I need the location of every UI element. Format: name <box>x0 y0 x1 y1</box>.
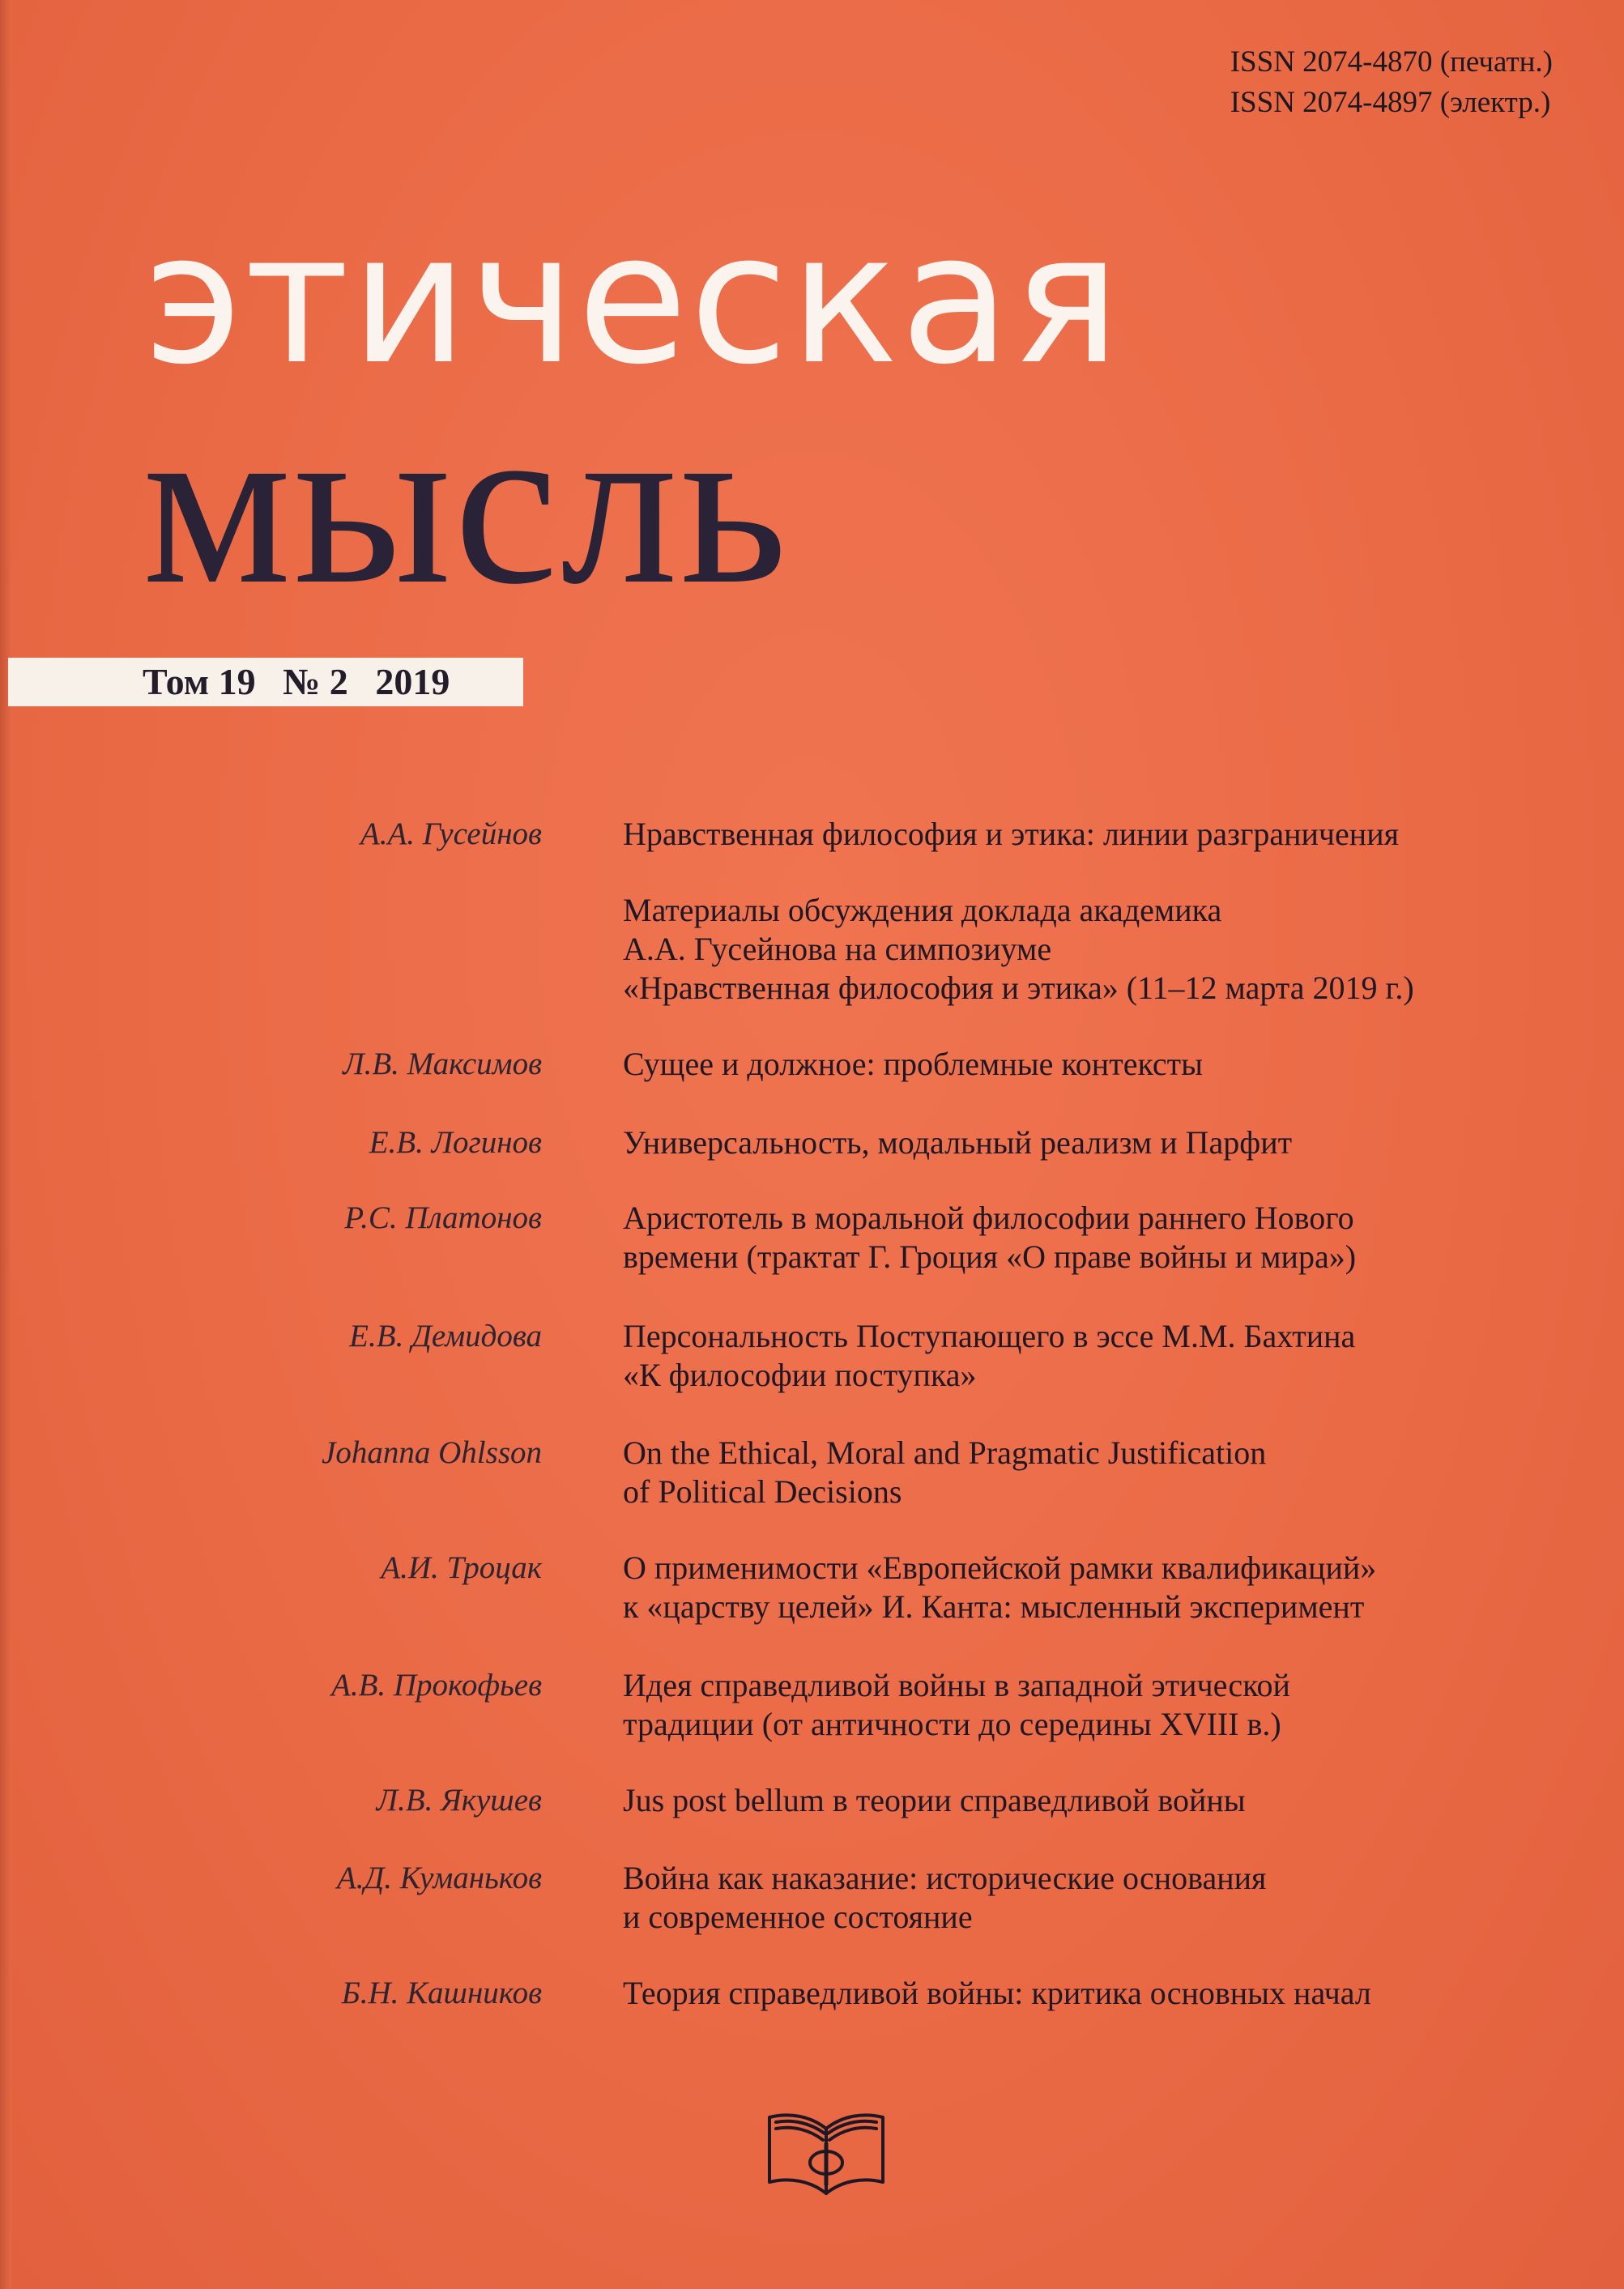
toc-article-line: традиции (от античности до середины XVIII в.) <box>623 1706 1281 1742</box>
toc-article-line: Материалы обсуждения доклада академика <box>623 892 1222 928</box>
toc-article-title <box>623 815 1595 854</box>
issn-electronic: ISSN 2074-4897 (электр.) <box>1230 86 1551 119</box>
toc-author: Е.В. Демидова <box>349 1319 542 1353</box>
toc-author: Johanna Ohlsson <box>322 1435 542 1470</box>
toc-article-line: О применимости «Европейской рамки квалификаций» <box>623 1549 1377 1586</box>
toc-article-line: Сущее и должное: проблемные контексты <box>623 1046 1203 1082</box>
toc-article-line: Идея справедливой войны в западной этической <box>623 1667 1290 1703</box>
toc-article-line: Война как наказание: исторические основания <box>623 1860 1267 1896</box>
toc-article-line: Jus post bellum в теории справедливой войны <box>623 1782 1246 1818</box>
toc-article-title <box>623 1199 1595 1277</box>
issue-volume: Том 19 <box>143 661 256 702</box>
toc-article-line: Персональность Поступающего в эссе М.М. Бахтина <box>623 1318 1356 1354</box>
toc-article-line: к «царству целей» И. Канта: мысленный эксперимент <box>623 1588 1365 1625</box>
journal-title-line1: этическая <box>144 195 1122 404</box>
toc-article-title <box>623 1974 1595 2013</box>
issn-block <box>1230 42 1553 123</box>
toc-article-title <box>623 1317 1595 1395</box>
spine-edge <box>0 0 11 2289</box>
toc-author: А.А. Гусейнов <box>360 816 542 851</box>
toc-article-title <box>623 1859 1595 1937</box>
toc-article-line: «К философии поступка» <box>623 1357 977 1393</box>
toc-article-title <box>623 1666 1595 1744</box>
toc-author: А.И. Троцак <box>381 1550 542 1585</box>
toc-article-title <box>623 891 1595 1008</box>
issue-year: 2019 <box>375 661 450 702</box>
toc-article-line: On the Ethical, Moral and Pragmatic Justification <box>623 1434 1267 1471</box>
toc-article-title <box>623 1123 1595 1162</box>
toc-article-line: и современное состояние <box>623 1899 973 1935</box>
toc-article-line: А.А. Гусейнова на симпозиуме <box>623 931 1052 967</box>
issue-number: № 2 <box>283 661 348 702</box>
toc-author: Л.В. Максимов <box>343 1046 542 1081</box>
toc-author: Е.В. Логинов <box>369 1125 542 1160</box>
toc-author: А.Д. Куманьков <box>336 1861 542 1895</box>
toc-author: А.В. Прокофьев <box>331 1668 542 1703</box>
toc-article-line: Универсальность, модальный реализм и Парфит <box>623 1124 1293 1161</box>
toc-article-line: Нравственная философия и этика: линии разграничения <box>623 816 1400 852</box>
journal-title-line2: мысль <box>143 373 791 633</box>
toc-author: Л.В. Якушев <box>376 1783 542 1818</box>
toc-article-line: «Нравственная философия и этика» (11–12 марта 2019 г.) <box>623 970 1414 1006</box>
toc-article-title <box>623 1045 1595 1084</box>
toc-article-title <box>623 1549 1595 1626</box>
toc-author: Б.Н. Кашников <box>341 1976 542 2010</box>
publisher-book-phi-icon <box>761 2104 891 2202</box>
toc-article-line: Аристотель в моральной философии раннего Нового <box>623 1200 1354 1236</box>
toc-article-line: времени (трактат Г. Гроция «О праве войны и мира») <box>623 1238 1357 1275</box>
issn-print: ISSN 2074-4870 (печатн.) <box>1230 45 1553 79</box>
toc-article-line: of Political Decisions <box>623 1473 902 1510</box>
toc-author: Р.С. Платонов <box>344 1200 542 1235</box>
toc-article-line: Теория справедливой войны: критика основных начал <box>623 1975 1371 2011</box>
toc-article-title <box>623 1434 1595 1511</box>
toc-article-title <box>623 1781 1595 1820</box>
issue-info <box>143 659 467 705</box>
